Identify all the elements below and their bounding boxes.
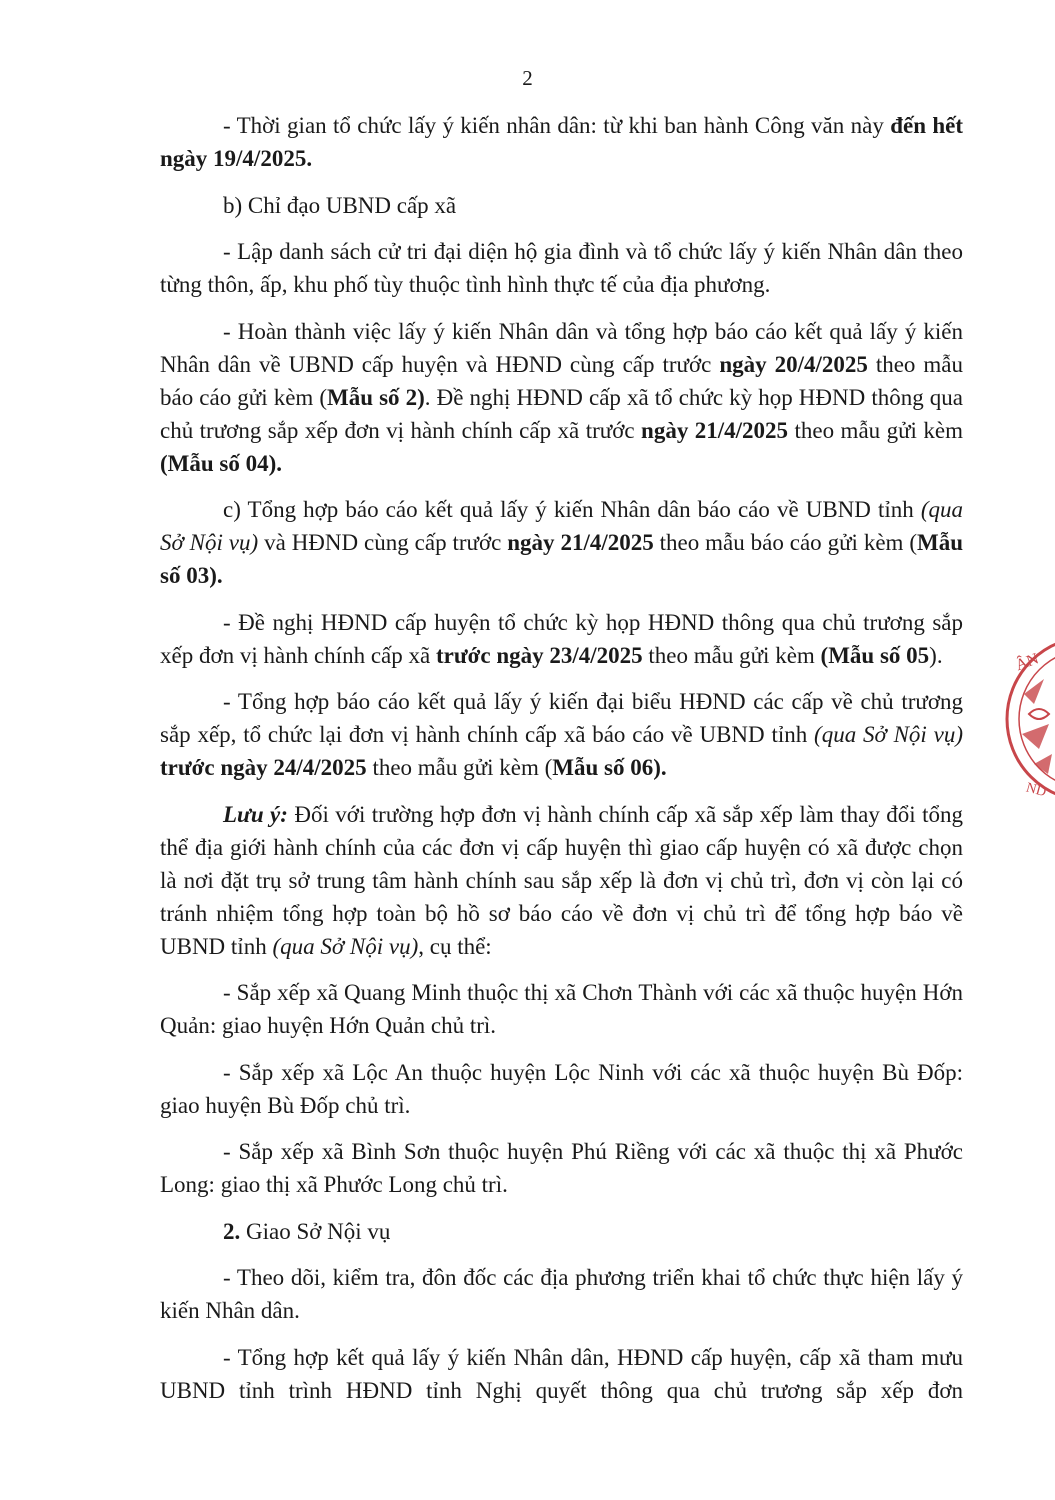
paragraph-p8 [160, 798, 963, 963]
text-run: Giao Sở Nội vụ [240, 1218, 391, 1244]
text-run: (qua Sở Nội vụ) [814, 722, 963, 747]
text-run: đến hết ngày 19/4/2025. [160, 113, 963, 171]
text-run: . Đề nghị HĐND cấp xã tổ chức kỳ họp HĐND thông qua chủ trương sắp xếp đơn vị hành chính cấp xã trước [160, 384, 963, 443]
text-run: - Thời gian tổ chức lấy ý kiến nhân dân: từ khi ban hành Công văn này [223, 113, 891, 138]
text-run: - Sắp xếp xã Bình Sơn thuộc huyện Phú Riềng với các xã thuộc thị xã Phước Long: giao thị xã Phước Long chủ trì. [160, 1139, 963, 1197]
text-run: Mẫu số 03). [160, 530, 964, 588]
text-run: (qua Sở Nội vụ) [160, 497, 963, 555]
text-run: - Theo dõi, kiểm tra, đôn đốc các địa phương triển khai tổ chức thực hiện lấy ý kiến Nhân dân. [160, 1265, 963, 1323]
paragraph-p7 [160, 685, 963, 784]
text-run: - Đề nghị HĐND cấp huyện tổ chức kỳ họp HĐND thông qua chủ trương sắp xếp đơn vị hành chính cấp xã [160, 609, 963, 668]
paragraph-p1 [160, 109, 963, 175]
text-run: ngày 21/4/2025 [641, 417, 789, 443]
text-run: Đối với trường hợp đơn vị hành chính cấp xã sắp xếp làm thay đổi tổng thể địa giới hành chính của các đơn vị cấp huyện thì giao cấp huyện có xã được chọn là nơi đặt trụ sở trung tâm hành chính sau sắp xếp là đơn vị chủ trì, đơn vị còn lại có tránh nhiệm tổng hợp toàn bộ hồ sơ báo cáo về đơn vị chủ trì để tổng hợp báo về UBND tỉnh [160, 801, 963, 959]
text-run: theo mẫu gửi kèm ( [366, 755, 553, 780]
text-run: b) Chỉ đạo UBND cấp xã [223, 192, 457, 218]
text-run: và HĐND cùng cấp trước [258, 530, 508, 555]
svg-text:ÂN: ÂN [1013, 650, 1041, 675]
text-run: theo mẫu gửi kèm [642, 642, 821, 668]
text-run: trước ngày 24/4/2025 [160, 755, 367, 780]
text-run: Mẫu số 06). [552, 755, 667, 780]
paragraph-p14 [160, 1341, 963, 1407]
text-run: trước ngày 23/4/2025 [435, 642, 643, 668]
paragraph-p6 [160, 606, 963, 672]
paragraph-p11 [160, 1135, 963, 1201]
page-number: 2 [522, 66, 533, 90]
paragraph-p12 [160, 1215, 963, 1248]
text-run: (Mẫu số 04). [160, 450, 283, 476]
paragraph-p3 [160, 235, 963, 301]
text-run: ). [929, 642, 943, 668]
text-run: - Sắp xếp xã Quang Minh thuộc thị xã Chơn Thành với các xã thuộc huyện Hớn Quản: giao huyện Hớn Quản chủ trì. [160, 980, 963, 1038]
text-run: - Hoàn thành việc lấy ý kiến Nhân dân và tổng hợp báo cáo kết quả lấy ý kiến Nhân dân về UBND cấp huyện và HĐND cùng cấp trước [160, 318, 963, 377]
text-run: theo mẫu báo cáo gửi kèm ( [160, 351, 963, 410]
paragraph-p5 [160, 493, 963, 592]
paragraph-p9 [160, 976, 963, 1042]
text-run: Mẫu số 2) [327, 384, 425, 410]
paragraph-p2 [160, 189, 963, 222]
text-run: ngày 20/4/2025 [719, 351, 868, 377]
text-run: Lưu ý: [223, 801, 288, 827]
text-run: - Tổng hợp báo cáo kết quả lấy ý kiến đại biểu HĐND các cấp về chủ trương sắp xếp, tổ chức lại đơn vị hành chính cấp xã báo cáo về UBND tỉnh [160, 689, 963, 747]
text-run: (qua Sở Nội vụ) [272, 933, 419, 959]
text-run: - Sắp xếp xã Lộc An thuộc huyện Lộc Ninh với các xã thuộc huyện Bù Đốp: giao huyện Bù Đốp chủ trì. [160, 1059, 963, 1118]
paragraph-p10 [160, 1056, 963, 1122]
text-run: 2. [223, 1218, 241, 1244]
text-run: (Mẫu số 05 [820, 642, 930, 668]
text-run: c) Tổng hợp báo cáo kết quả lấy ý kiến Nhân dân báo cáo về UBND tỉnh [223, 497, 921, 522]
text-run: - Lập danh sách cử tri đại diện hộ gia đình và tổ chức lấy ý kiến Nhân dân theo từng thôn, ấp, khu phố tùy thuộc tình hình thực tế của địa phương. [160, 239, 963, 297]
red-seal-stamp [1004, 624, 1055, 814]
text-run: theo mẫu báo cáo gửi kèm ( [653, 530, 918, 555]
text-run: theo mẫu gửi kèm [788, 417, 963, 443]
paragraph-p13 [160, 1261, 963, 1327]
svg-text:ND: ND [1024, 780, 1048, 801]
document-body [160, 109, 963, 1420]
text-run: - Tổng hợp kết quả lấy ý kiến Nhân dân, HĐND cấp huyện, cấp xã tham mưu UBND tỉnh trình HĐND tỉnh Nghị quyết thông qua chủ trương sắp xếp đơn [160, 1344, 963, 1403]
text-run: , cụ thể: [418, 933, 492, 959]
text-run: ngày 21/4/2025 [507, 530, 654, 555]
paragraph-p4 [160, 315, 963, 480]
